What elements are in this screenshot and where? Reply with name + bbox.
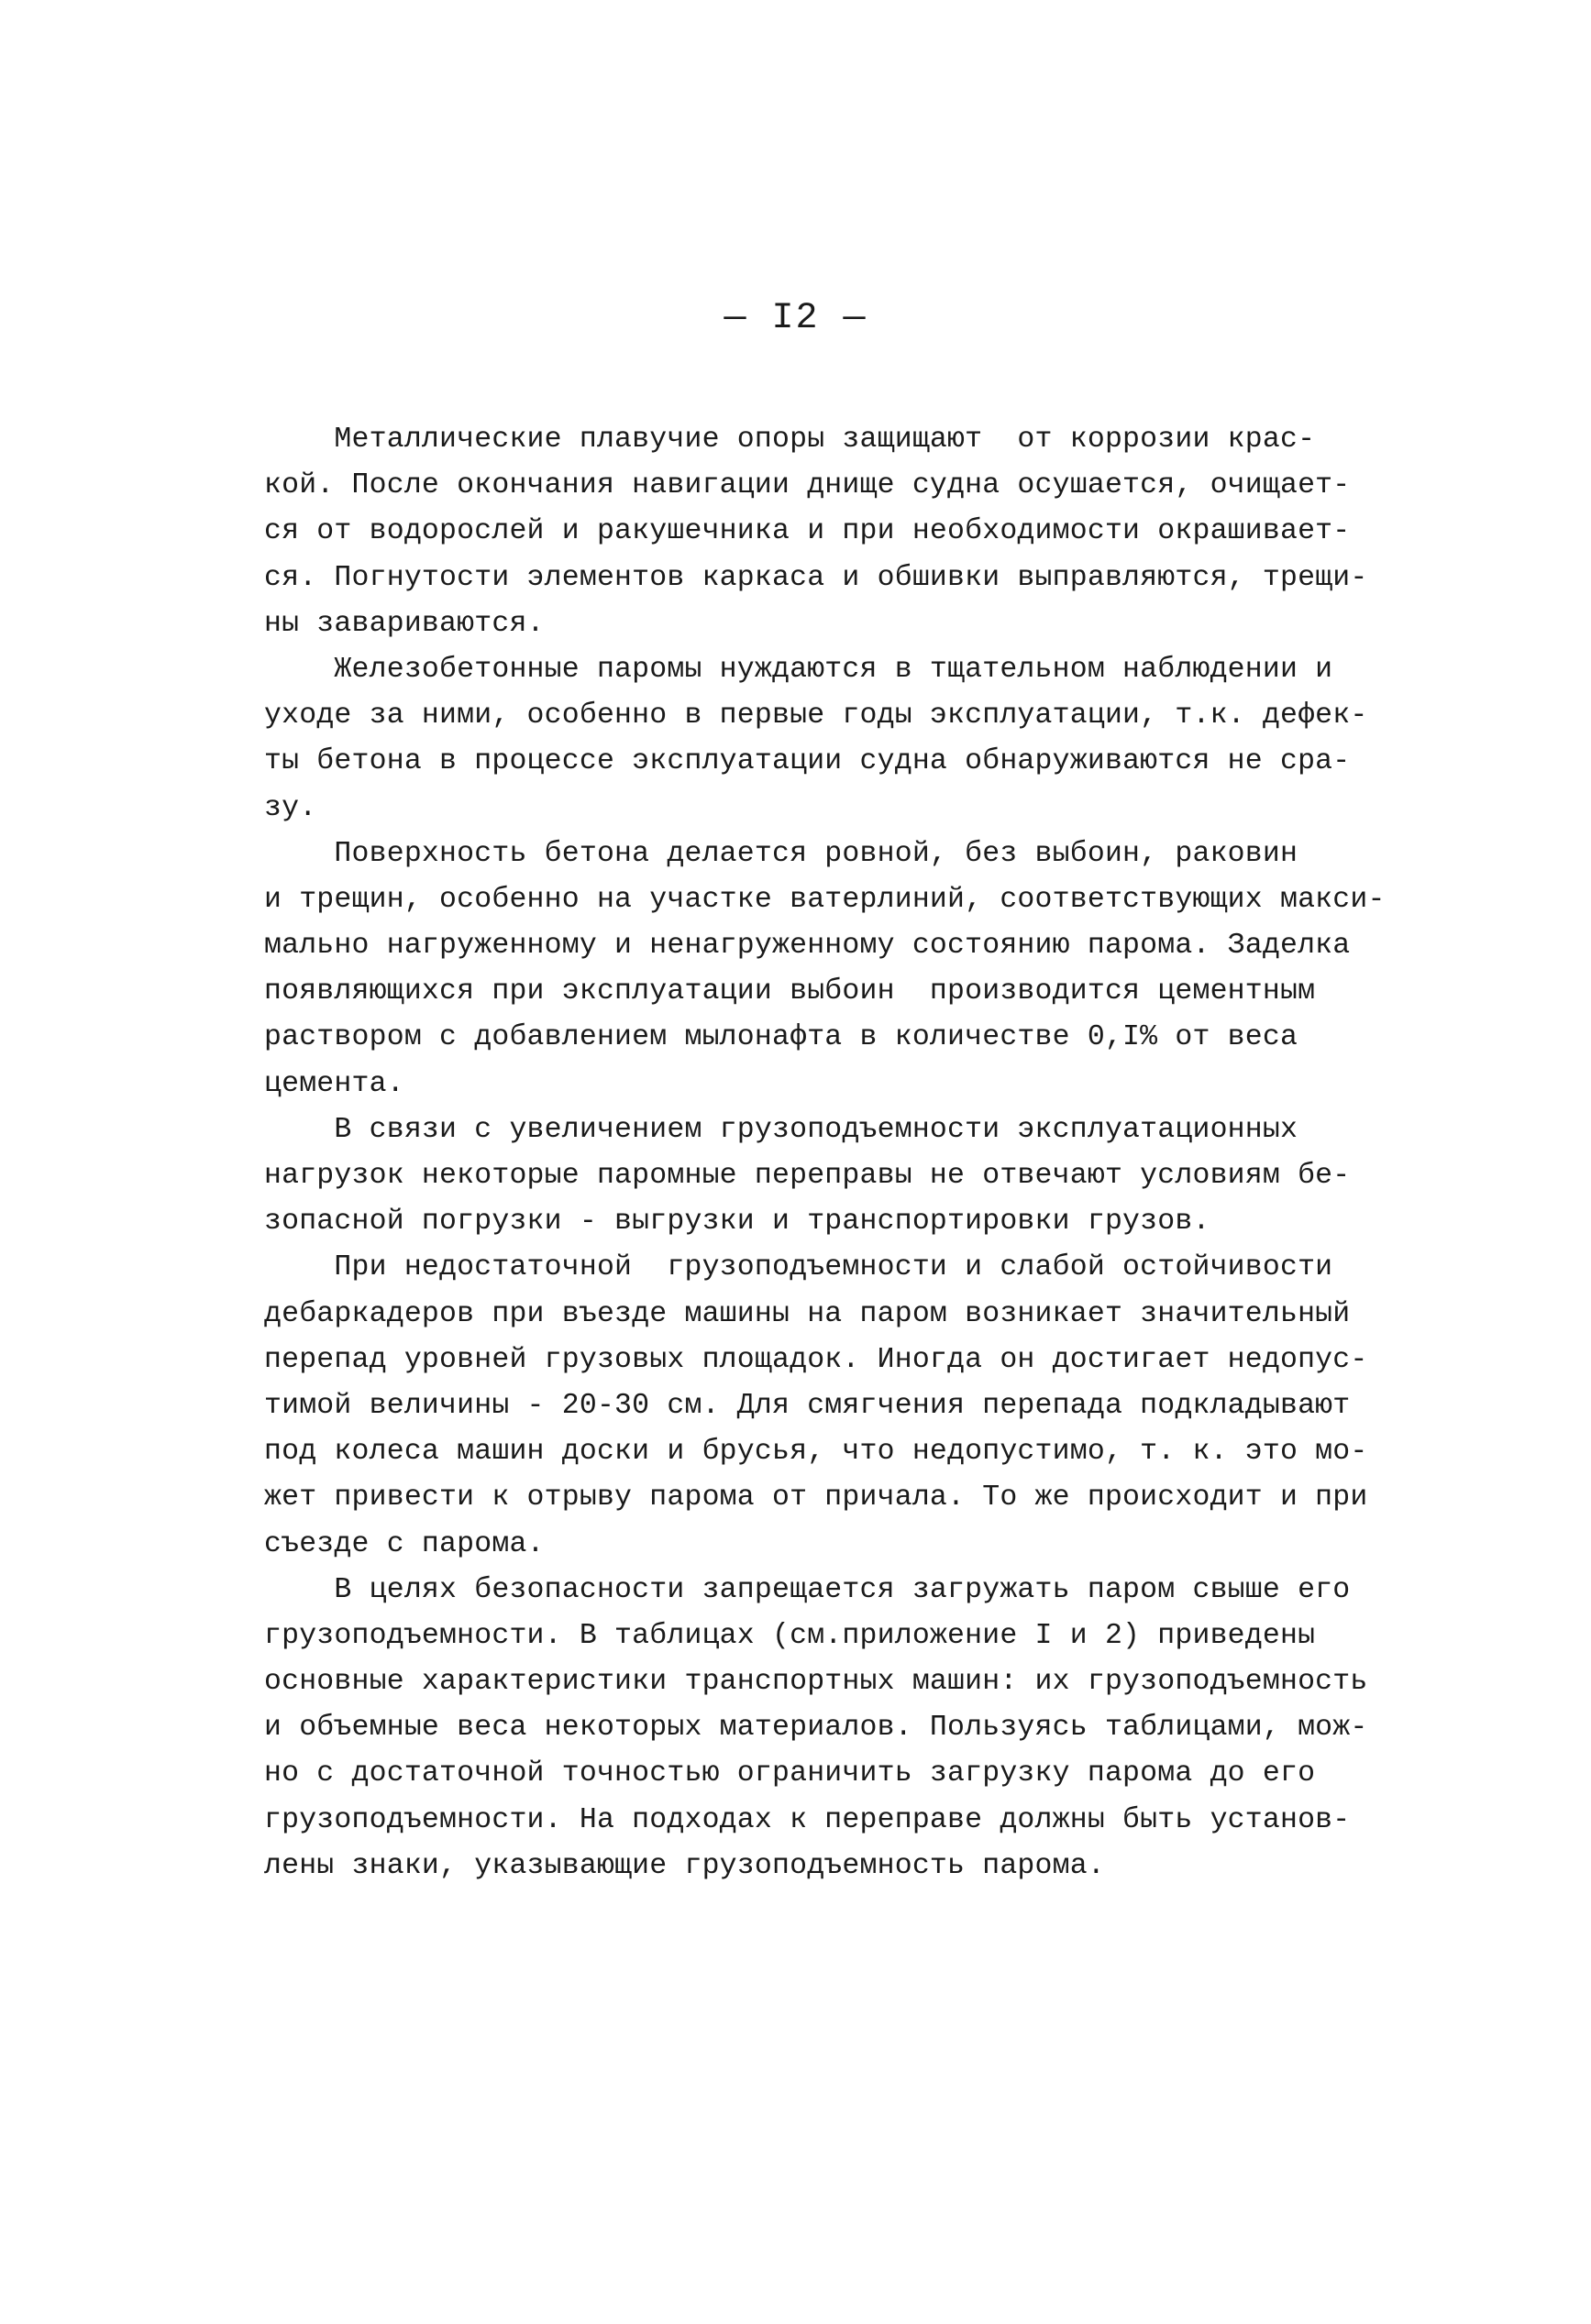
text-line: зопасной погрузки - выгрузки и транспортировки грузов.	[264, 1206, 1210, 1239]
text-line: ся. Погнутости элементов каркаса и обшивки выправляются, трещи-	[264, 561, 1368, 594]
text-line: уходе за ними, особенно в первые годы эксплуатации, т.к. дефек-	[264, 699, 1368, 732]
text-line: съезде с парома.	[264, 1527, 545, 1560]
text-line: раствором с добавлением мылонафта в количестве 0,I% от веса	[264, 1021, 1298, 1054]
text-line: но с достаточной точностью ограничить загрузку парома до его	[264, 1757, 1316, 1790]
text-line: грузоподъемности. На подходах к переправе должны быть установ-	[264, 1803, 1351, 1836]
text-line: дебаркадеров при въезде машины на паром возникает значительный	[264, 1297, 1351, 1330]
text-line: зу.	[264, 791, 317, 824]
text-line: основные характеристики транспортных машин: их грузоподъемность	[264, 1666, 1368, 1699]
text-line: ся от водорослей и ракушечника и при необходимости окрашивает-	[264, 515, 1351, 548]
text-line: и объемные веса некоторых материалов. Пользуясь таблицами, мож-	[264, 1712, 1368, 1745]
text-line: под колеса машин доски и брусья, что недопустимо, т. к. это мо-	[264, 1436, 1368, 1469]
text-line: ты бетона в процессе эксплуатации судна обнаруживаются не сра-	[264, 745, 1351, 778]
text-line: тимой величины - 20-30 см. Для смягчения перепада подкладывают	[264, 1389, 1351, 1422]
text-line: кой. После окончания навигации днище судна осушается, очищает-	[264, 469, 1351, 502]
text-line: и трещин, особенно на участке ватерлиний, соответствующих макси-	[264, 883, 1386, 916]
text-line: появляющихся при эксплуатации выбоин производится цементным	[264, 975, 1316, 1008]
text-line: ны завариваются.	[264, 607, 545, 640]
document-body	[264, 417, 1420, 1889]
text-line: грузоподъемности. В таблицах (см.приложение I и 2) приведены	[264, 1619, 1316, 1652]
text-line: мально нагруженному и ненагруженному состоянию парома. Заделка	[264, 930, 1351, 963]
page-number: — I2 —	[724, 298, 867, 339]
text-line: нагрузок некоторые паромные переправы не отвечают условиям бе-	[264, 1160, 1351, 1192]
text-line: Поверхность бетона делается ровной, без выбоин, раковин	[264, 837, 1298, 870]
text-line: Металлические плавучие опоры защищают от коррозии крас-	[264, 424, 1316, 456]
text-line: В целях безопасности запрещается загружать паром свыше его	[264, 1573, 1351, 1606]
text-line: жет привести к отрыву парома от причала. То же происходит и при	[264, 1481, 1368, 1514]
text-line: В связи с увеличением грузоподъемности эксплуатационных	[264, 1113, 1298, 1146]
text-line: лены знаки, указывающие грузоподъемность парома.	[264, 1849, 1105, 1882]
text-line: перепад уровней грузовых площадок. Иногда он достигает недопус-	[264, 1343, 1368, 1376]
text-line: цемента.	[264, 1067, 404, 1100]
text-line: При недостаточной грузоподъемности и слабой остойчивости	[264, 1251, 1333, 1284]
text-line: Железобетонные паромы нуждаются в тщательном наблюдении и	[264, 653, 1333, 686]
